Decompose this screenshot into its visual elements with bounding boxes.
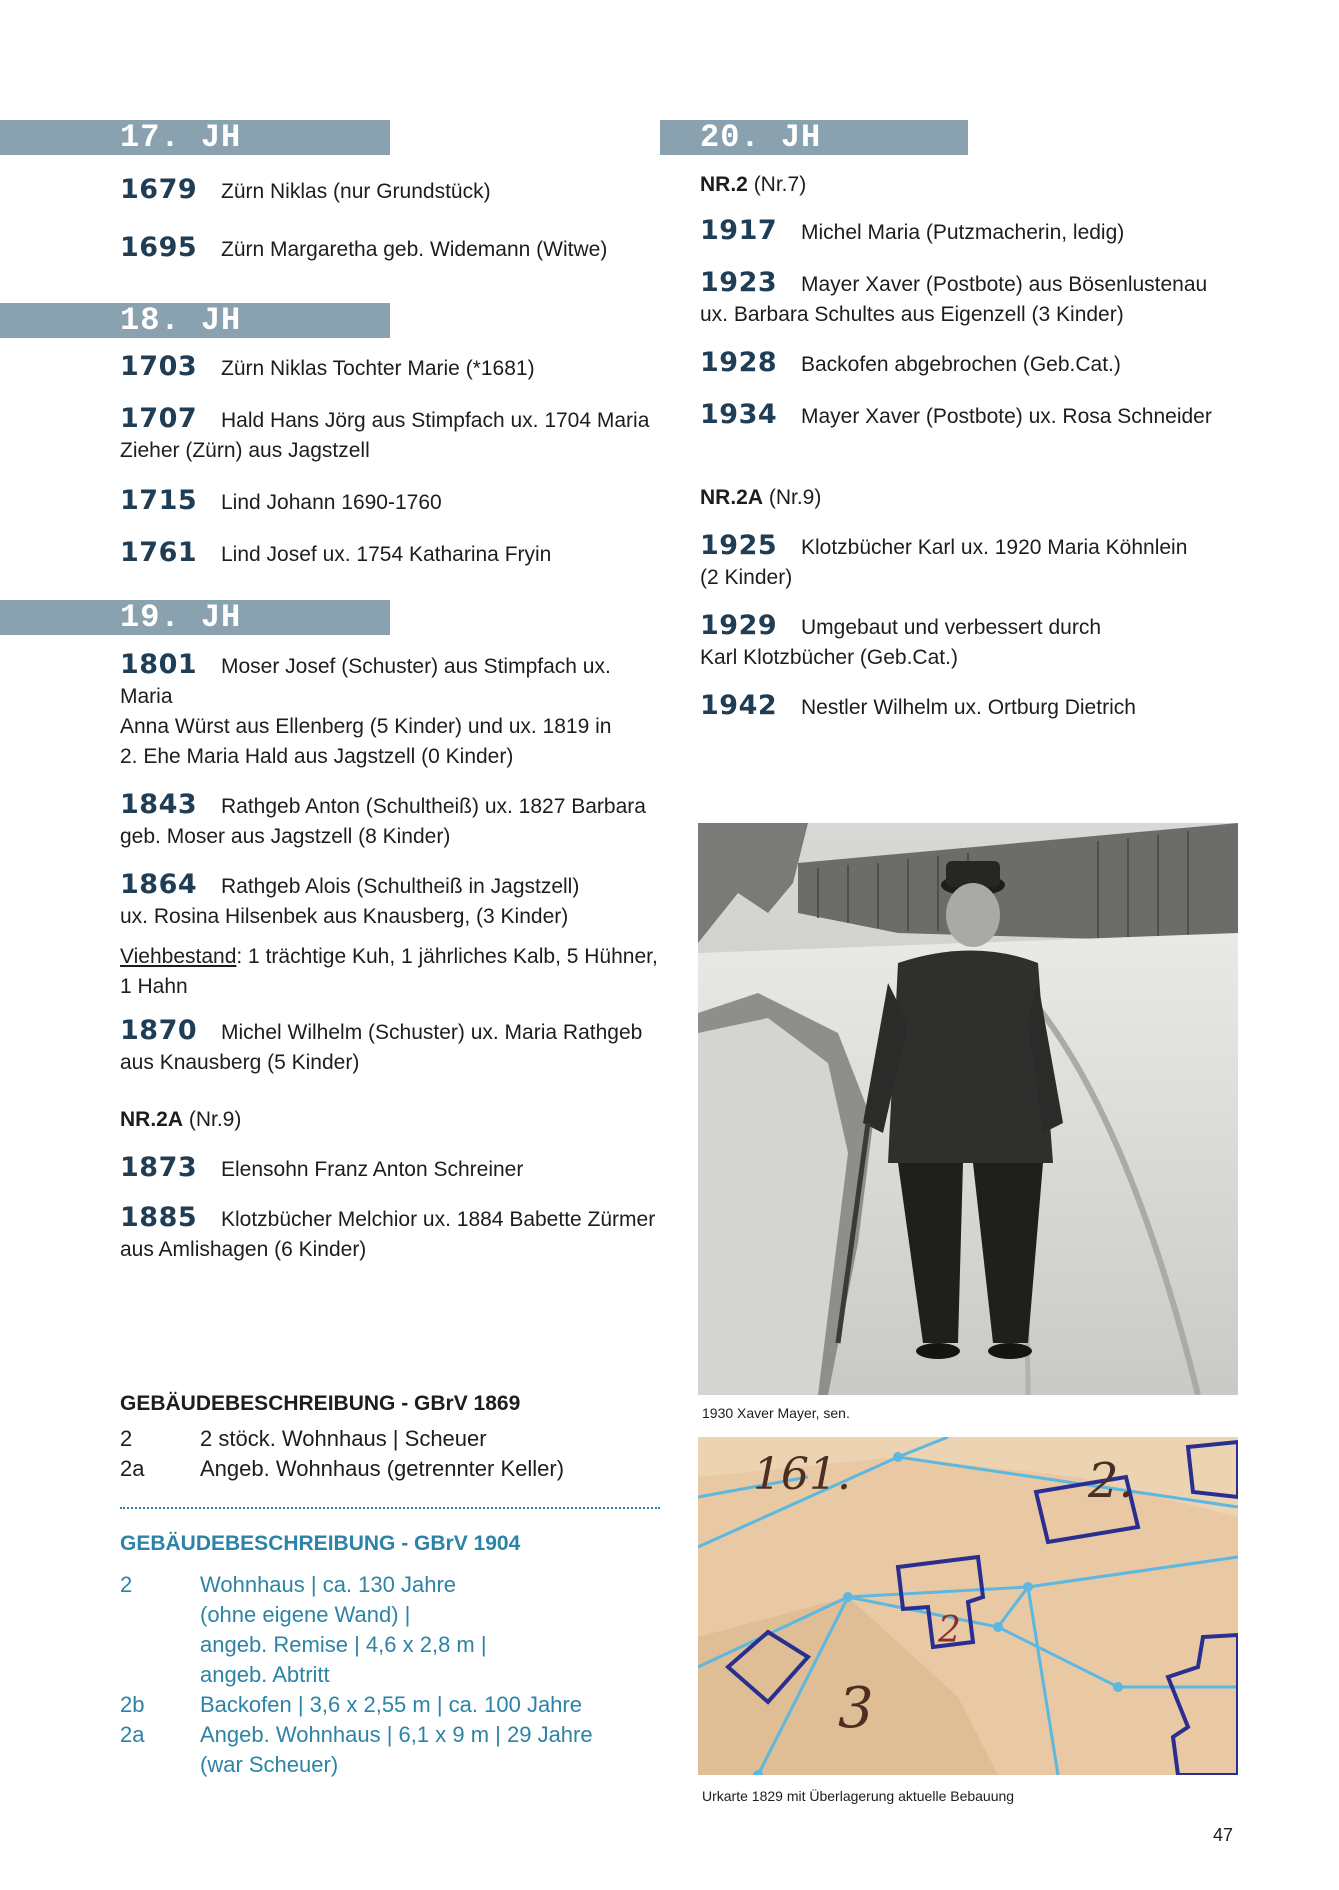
gb1869-block <box>120 1390 660 1484</box>
gb-row: 2a Angeb. Wohnhaus | 6,1 x 9 m | 29 Jahre <box>120 1722 593 1747</box>
viehbestand: Viehbestand: 1 trächtige Kuh, 1 jährliches Kalb, 5 Hühner, 1 Hahn <box>120 945 658 998</box>
entry: 1942 Nestler Wilhelm ux. Ortburg Dietrich <box>700 690 1136 721</box>
map-label: 2 <box>938 1610 961 1651</box>
gb-row: angeb. Abtritt <box>200 1662 330 1687</box>
gb-row: 2 2 stöck. Wohnhaus | Scheuer <box>120 1426 487 1451</box>
entry: 1917 Michel Maria (Putzmacherin, ledig) <box>700 215 1125 246</box>
section-header-20jh: 20. JH <box>660 120 968 155</box>
map-label: 2. <box>1088 1453 1134 1509</box>
entry: 1885 Klotzbücher Melchior ux. 1884 Babette Zürmer aus Amlishagen (6 Kinder) <box>120 1202 656 1261</box>
gb-row: 2b Backofen | 3,6 x 2,55 m | ca. 100 Jahre <box>120 1692 582 1717</box>
section-header-19jh: 19. JH <box>0 600 390 635</box>
gb1869-title: GEBÄUDEBESCHREIBUNG - GBrV 1869 <box>120 1392 521 1415</box>
entry: 1715 Lind Johann 1690-1760 <box>120 485 442 516</box>
gb-row: (ohne eigene Wand) | <box>200 1602 411 1627</box>
entry: 1864 Rathgeb Alois (Schultheiß in Jagstzell) ux. Rosina Hilsenbek aus Knausberg, (3 Kinder) <box>120 869 580 928</box>
entry: 1870 Michel Wilhelm (Schuster) ux. Maria Rathgeb aus Knausberg (5 Kinder) <box>120 1015 643 1074</box>
nr2a-heading: NR.2A (Nr.9) <box>120 1108 242 1131</box>
jh19-entries <box>120 650 660 1078</box>
jh17-entries <box>120 175 660 265</box>
entry: 1843 Rathgeb Anton (Schultheiß) ux. 1827 Barbara geb. Moser aus Jagstzell (8 Kinder) <box>120 789 646 848</box>
page-number: 47 <box>1213 1825 1234 1845</box>
entry: 1679 Zürn Niklas (nur Grundstück) <box>120 174 491 205</box>
entry: 1934 Mayer Xaver (Postbote) ux. Rosa Schneider <box>700 399 1212 430</box>
entry: 1928 Backofen abgebrochen (Geb.Cat.) <box>700 347 1121 378</box>
gb-row: (war Scheuer) <box>200 1752 339 1777</box>
section-header-17jh: 17. JH <box>0 120 390 155</box>
gb-row: 2 Wohnhaus | ca. 130 Jahre <box>120 1572 457 1597</box>
entry: 1873 Elensohn Franz Anton Schreiner <box>120 1152 524 1183</box>
map-label: 3 <box>838 1676 874 1741</box>
map-caption: Urkarte 1829 mit Überlagerung aktuelle Bebauung <box>702 1788 1015 1804</box>
dotted-divider <box>120 1507 660 1509</box>
nr2-right-block <box>700 170 1300 432</box>
entry: 1929 Umgebaut und verbessert durch Karl Klotzbücher (Geb.Cat.) <box>700 610 1101 669</box>
map-label: 161. <box>753 1449 851 1500</box>
entry: 1695 Zürn Margaretha geb. Widemann (Witwe) <box>120 232 608 263</box>
nr2a-right-block <box>700 483 1300 723</box>
historic-photo <box>698 823 1238 1395</box>
entry: 1707 Hald Hans Jörg aus Stimpfach ux. 1704 Maria Zieher (Zürn) aus Jagstzell <box>120 403 650 462</box>
photo-caption: 1930 Xaver Mayer, sen. <box>702 1405 850 1421</box>
jh18-entries <box>120 352 660 570</box>
entry: 1761 Lind Josef ux. 1754 Katharina Fryin <box>120 537 552 568</box>
entry: 1703 Zürn Niklas Tochter Marie (*1681) <box>120 351 535 382</box>
gb1904-block <box>120 1530 660 1780</box>
gb-row: angeb. Remise | 4,6 x 2,8 m | <box>200 1632 487 1657</box>
entry: 1801 Moser Josef (Schuster) aus Stimpfach ux. Maria Anna Würst aus Ellenberg (5 Kinder) und ux. 1819 in 2. Ehe Maria Hald aus Jagstzell (0 Kinder) <box>120 649 612 768</box>
entry: 1923 Mayer Xaver (Postbote) aus Bösenlustenau ux. Barbara Schultes aus Eigenzell (3 Kinder) <box>700 267 1208 326</box>
cadastral-map <box>698 1437 1238 1775</box>
nr2a-heading: NR.2A (Nr.9) <box>700 486 822 509</box>
entry: 1925 Klotzbücher Karl ux. 1920 Maria Köhnlein (2 Kinder) <box>700 530 1188 589</box>
nr2-heading: NR.2 (Nr.7) <box>700 173 807 196</box>
nr2a-left-block <box>120 1105 660 1265</box>
section-header-18jh: 18. JH <box>0 303 390 338</box>
gb1904-title: GEBÄUDEBESCHREIBUNG - GBrV 1904 <box>120 1532 521 1555</box>
gb-row: 2a Angeb. Wohnhaus (getrennter Keller) <box>120 1456 565 1481</box>
